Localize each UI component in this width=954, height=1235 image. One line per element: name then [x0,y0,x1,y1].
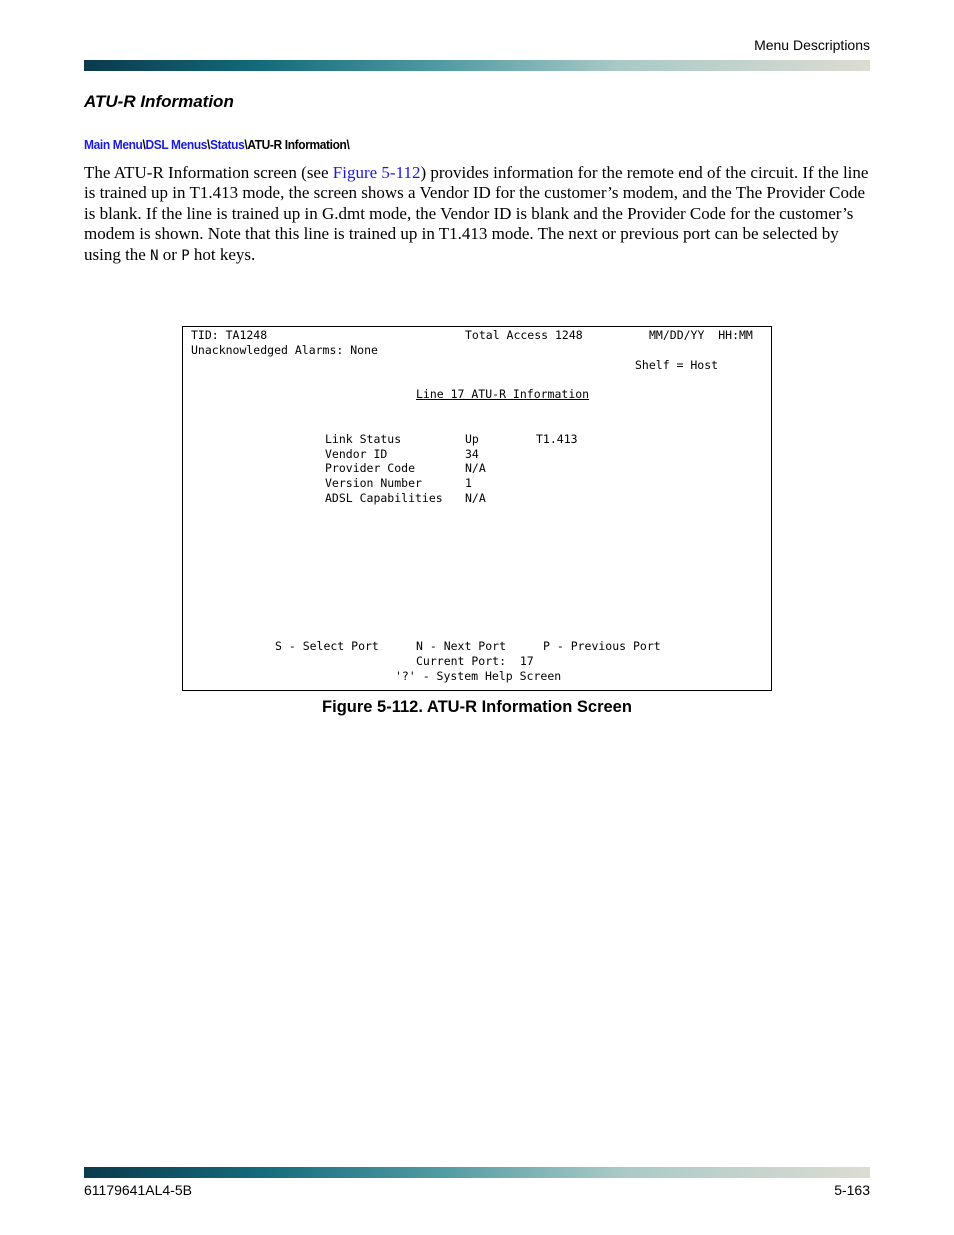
field-label-adsl-capabilities: ADSL Capabilities [325,491,443,505]
breadcrumb [84,137,349,152]
terminal-datetime: MM/DD/YY HH:MM [649,328,753,342]
hotkey-p: P [181,247,190,264]
breadcrumb-link-status[interactable]: Status [210,137,245,152]
terminal-alarms: Unacknowledged Alarms: None [191,343,378,357]
field-value-adsl-capabilities: N/A [465,491,486,505]
field-label-version-number: Version Number [325,476,422,490]
hotkey-select-port: S - Select Port [275,639,379,653]
field-label-link-status: Link Status [325,432,402,446]
current-port: Current Port: 17 [416,654,534,668]
terminal-product: Total Access 1248 [465,328,583,342]
document-number: 61179641AL4-5B [84,1182,192,1198]
page-number: 5-163 [834,1182,870,1198]
hotkey-next-port: N - Next Port [416,639,507,653]
terminal-screen [182,326,772,691]
body-text: ) provides information for the remote end of the circuit. If the line is trained up in T1.413 mode, the screen shows a Vendor ID for the customer’s modem, and the The Provider Code is blank. If the line is trained up in G.dmt mode, the Vendor ID is blank and the Provider Code for the customer’s modem is shown. Note that this line is trained up in T1.413 mode. The next or previous port can be selected by using the [84,163,869,264]
body-paragraph [84,163,870,266]
breadcrumb-link-dsl-menus[interactable]: DSL Menus [145,137,208,152]
figure-caption: Figure 5-112. ATU-R Information Screen [322,698,632,716]
breadcrumb-separator: \ [142,137,146,152]
terminal-tid: TID: TA1248 [191,328,268,342]
hotkey-n: N [150,247,159,264]
help-hint: '?' - System Help Screen [395,669,562,683]
field-label-provider-code: Provider Code [325,461,416,475]
section-title: ATU-R Information [84,92,234,111]
breadcrumb-link-main-menu[interactable]: Main Menu [84,137,143,152]
field-value-link-status: Up [465,432,479,446]
hotkey-previous-port: P - Previous Port [543,639,661,653]
field-value-provider-code: N/A [465,461,486,475]
body-text: The ATU-R Information screen (see [84,163,333,182]
terminal-screen-title: Line 17 ATU-R Information [416,387,590,401]
header-rule [84,60,870,71]
field-label-vendor-id: Vendor ID [325,447,388,461]
body-text: or [158,244,182,264]
breadcrumb-current: \ATU-R Information\ [244,137,350,152]
field-mode-link-status: T1.413 [536,432,578,446]
field-value-vendor-id: 34 [465,447,479,461]
figure-link[interactable]: Figure 5-112 [332,163,421,182]
breadcrumb-separator: \ [207,137,211,152]
terminal-shelf: Shelf = Host [635,358,719,372]
running-header: Menu Descriptions [754,37,870,53]
body-text: hot keys. [189,244,256,264]
footer-rule [84,1167,870,1178]
field-value-version-number: 1 [465,476,472,490]
